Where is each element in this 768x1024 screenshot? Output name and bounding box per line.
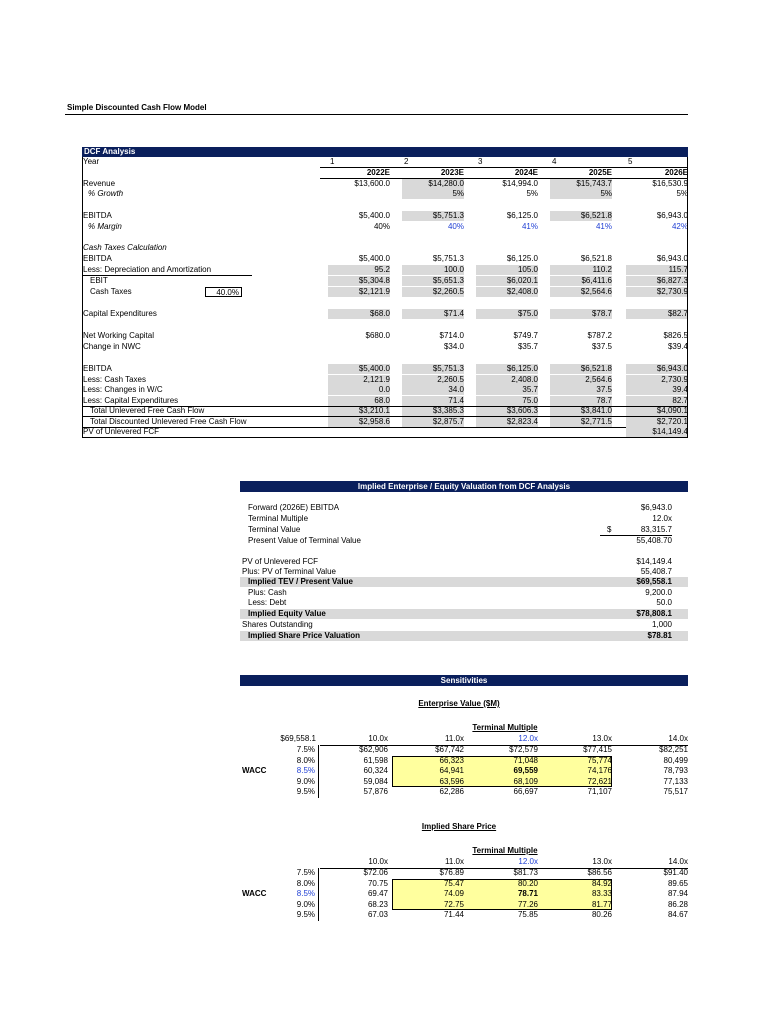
revenue-value: $15,743.7 [576,179,612,188]
ev-cell: 78,793 [663,766,688,775]
sensitivities-header-label: Sensitivities [440,676,488,685]
revenue-value: $13,600.0 [354,179,390,188]
ev-cell: 72,621 [587,776,612,786]
less-taxes-value: 2,564.6 [585,374,612,384]
capex-label: Capital Expenditures [83,309,157,318]
sp-cell: 74.09 [443,889,464,898]
ev-cell: 66,323 [439,755,464,765]
sp-multiple-header: 11.0x [445,857,464,866]
ev-cell: $62,906 [359,745,388,754]
tc-ebitda-value: $6,521.8 [580,254,612,263]
ev-wacc-value: 8.5% [296,766,315,775]
capex-value: $82.7 [667,309,688,318]
dcf-header-label: DCF Analysis [84,147,136,156]
growth-value: 5% [676,189,688,198]
growth-value: 5% [452,189,464,198]
ev-cell: 66,697 [513,787,538,796]
sp-cell: 68.23 [367,899,388,909]
year-header: 2024E [514,168,538,177]
ufcf-value: $3,385.3 [432,406,464,415]
ev-wacc-value: 9.5% [296,787,315,796]
less-taxes-value: 2,730.9 [661,374,688,384]
fcf-ebitda-value: $6,521.8 [580,364,612,373]
ev-cell: 63,596 [439,776,464,786]
ufcf-value: $3,606.3 [506,406,538,415]
pv-terminal-value-value: 55,408.70 [636,536,672,545]
nwc-value: $680.0 [365,331,390,340]
growth-value: 5% [600,189,612,198]
less-capex-label: Less: Capital Expenditures [83,395,179,405]
valuation-header [240,481,688,492]
sp-cell: 69.47 [367,889,388,898]
fcf-ebitda-value: $6,125.0 [506,364,538,373]
dufcf-value: $2,958.6 [358,416,390,426]
sp-cell: $86.56 [587,868,612,877]
sp-cell: 89.65 [667,878,688,888]
sp-cell: $81.73 [513,868,538,877]
pv-terminal-value-label: Present Value of Terminal Value [248,536,361,545]
sp-wacc-value: 8.5% [296,889,315,898]
ev-cell: 64,941 [439,766,464,775]
sp-cell: 86.28 [667,899,688,909]
year-number: 5 [628,157,633,166]
da-value: 105.0 [517,265,538,274]
chg-nwc-value: $35.7 [517,342,538,351]
less-taxes-value: 2,408.0 [511,374,538,384]
capex-value: $78.7 [591,309,612,318]
ebit-value: $6,020.1 [506,276,538,285]
sp-cell: 80.26 [591,910,612,919]
ev-cell: $77,415 [583,745,612,754]
margin-value: 41% [521,222,538,231]
ev-cell: 75,774 [587,755,612,765]
sp-cell: 72.75 [443,899,464,909]
sp-cell: $91.40 [663,868,688,877]
ev-wacc-value: 7.5% [296,745,315,754]
revenue-value: $14,994.0 [502,179,538,188]
less-taxes-value: 2,260.5 [437,374,464,384]
ev-cell: $72,579 [509,745,538,754]
sp-multiple-header: 13.0x [592,857,612,866]
terminal-value-value: 83,315.7 [640,525,672,534]
ev-cell: 57,876 [363,787,388,796]
terminal-multiple-value: 12.0x [652,514,672,523]
ufcf-value: $3,210.1 [358,406,390,415]
growth-label: % Growth [88,189,124,198]
ev-corner: $69,558.1 [280,734,316,743]
sp-cell: 83.33 [591,889,612,898]
implied-tev-label: Implied TEV / Present Value [248,577,353,586]
cash-taxes-value: $2,564.6 [580,287,612,296]
ufcf-value: $4,090.1 [656,406,688,415]
ev-title: Enterprise Value ($M) [418,699,500,708]
sp-cell: 70.75 [367,878,388,888]
ebitda-value: $6,125.0 [506,211,538,220]
sp-cell: 75.85 [517,910,538,919]
margin-value: 42% [671,222,688,231]
sp-multiple-header: 10.0x [368,857,388,866]
implied-equity-value-value: $78,808.1 [636,609,672,618]
sp-cell: 75.47 [443,878,464,888]
tc-ebitda-value: $6,943.0 [656,254,688,263]
tc-ebitda-value: $6,125.0 [506,254,538,263]
sp-cell: 77.26 [517,899,538,909]
fwd-ebitda-value: $6,943.0 [640,503,672,512]
terminal-value-label: Terminal Value [248,525,301,534]
sp-wacc-value: 8.0% [296,878,315,888]
ev-cell: 61,598 [363,755,388,765]
ev-cell: 80,499 [663,755,688,765]
plus-cash-value: 9,200.0 [645,588,672,597]
ev-multiple-header: 14.0x [668,734,688,743]
ev-wacc-label: WACC [242,766,267,775]
less-capex-value: 68.0 [374,395,390,405]
da-value: 115.7 [668,265,688,274]
ev-multiple-header: 13.0x [592,734,612,743]
ev-cell: 62,286 [439,787,464,796]
dufcf-value: $2,875.7 [432,416,464,426]
sp-multiple-header: 14.0x [668,857,688,866]
dcf-header [82,147,688,157]
margin-value: 40% [447,222,464,231]
margin-label: % Margin [88,222,122,231]
nwc-value: $749.7 [513,331,538,340]
ev-cell: 71,107 [587,787,612,796]
sp-wacc-value: 7.5% [296,868,315,877]
sp-cell: 87.94 [667,889,688,898]
sp-cell: 84.92 [591,878,612,888]
chg-nwc-value: $37.5 [591,342,612,351]
sp-cell: 78.71 [517,889,538,898]
less-wc-value: 34.0 [448,385,464,394]
revenue-value: $14,280.0 [428,179,464,188]
implied-equity-value-label: Implied Equity Value [248,609,326,618]
valuation-header-label: Implied Enterprise / Equity Valuation from DCF Analysis [357,482,571,491]
tax-rate-input[interactable]: 40.0% [205,287,242,297]
less-wc-value: 0.0 [378,385,390,394]
sp-multiple-header: 12.0x [518,857,538,866]
sp-cell: $76.89 [439,868,464,877]
revenue-label: Revenue [83,179,116,188]
implied-tev-value: $69,558.1 [636,577,672,586]
capex-value: $71.4 [443,309,464,318]
growth-value: 5% [526,189,538,198]
pv-unlevered-fcf-value: $14,149.4 [636,557,672,566]
page-title: Simple Discounted Cash Flow Model [67,103,207,112]
less-debt-value: 50.0 [656,598,672,607]
year-number: 2 [404,157,409,166]
ev-multiple-header: 11.0x [445,734,464,743]
ev-cell: 71,048 [513,755,538,765]
ev-multiple-header: 10.0x [368,734,388,743]
nwc-value: $826.5 [663,331,688,340]
revenue-value: $16,530.9 [652,179,688,188]
year-label: Year [83,157,100,166]
year-number: 3 [478,157,483,166]
shares-outstanding-label: Shares Outstanding [242,620,313,629]
sp-cell: 71.44 [443,910,464,919]
sp-wacc-value: 9.5% [296,910,315,919]
ebitda-value: $6,943.0 [656,211,688,220]
ebitda-value: $6,521.8 [580,211,612,220]
less-taxes-value: 2,121.9 [363,374,390,384]
plus-pv-tv-value: 55,408.7 [640,567,672,576]
dufcf-value: $2,823.4 [506,416,538,426]
ebitda-value: $5,400.0 [358,211,390,220]
ufcf-rule [82,406,688,407]
plus-pv-tv-label: Plus: PV of Terminal Value [242,567,336,576]
da-value: 110.2 [592,265,612,274]
dufcf-label: Total Discounted Unlevered Free Cash Flow [90,416,247,426]
fcf-ebitda-label: EBITDA [83,364,112,373]
cash-taxes-label: Cash Taxes [90,287,132,296]
ev-cell: 68,109 [513,776,538,786]
margin-value: 40% [373,222,390,231]
ebitda-value: $5,751.3 [432,211,464,220]
fwd-ebitda-label: Forward (2026E) EBITDA [248,503,340,512]
chg-nwc-value: $39.4 [667,342,688,351]
less-wc-value: 37.5 [596,385,612,394]
pv-unlevered-fcf-label: PV of Unlevered FCF [242,557,319,566]
dcf-bottom-rule [82,437,688,438]
ev-cell: 69,559 [513,766,538,775]
ev-cell: $67,742 [435,745,464,754]
ev-cell: 60,324 [363,766,388,775]
year-header: 2023E [440,168,464,177]
implied-share-price-value: $78.81 [647,631,672,640]
ebit-value: $5,304.8 [358,276,390,285]
less-capex-value: 78.7 [596,395,612,405]
tc-ebitda-label: EBITDA [83,254,112,263]
pv-label: PV of Unlevered FCF [83,427,160,436]
title-underline [65,114,688,115]
capex-value: $75.0 [517,309,538,318]
sp-cell: 81.77 [591,899,612,909]
pv-value: $14,149.4 [626,427,688,437]
ebit-value: $5,651.3 [432,276,464,285]
sensitivities-header [240,675,688,686]
chg-nwc-value: $34.0 [443,342,464,351]
sp-cell: 67.03 [367,910,388,919]
fcf-ebitda-value: $6,943.0 [656,364,688,373]
dufcf-rule [82,416,688,417]
sp-cell: 80.20 [517,878,538,888]
ev-cell: 75,517 [663,787,688,796]
year-header: 2022E [366,168,390,177]
tc-ebitda-value: $5,400.0 [358,254,390,263]
cash-taxes-value: $2,260.5 [432,287,464,296]
ebit-value: $6,827.3 [656,276,688,285]
ev-cell: $82,251 [659,745,688,754]
terminal-value-currency: $ [607,525,612,534]
fcf-ebitda-value: $5,400.0 [358,364,390,373]
sp-tm-label: Terminal Multiple [472,846,538,855]
ev-cell: 74,176 [587,766,612,775]
capex-value: $68.0 [369,309,390,318]
nwc-value: $787.2 [587,331,612,340]
pv-rule [82,427,688,428]
ev-cell: 59,084 [363,776,388,786]
dufcf-value: $2,771.5 [580,416,612,426]
ev-wacc-value: 8.0% [296,755,315,765]
less-taxes-label: Less: Cash Taxes [83,374,146,384]
margin-value: 41% [595,222,612,231]
ebitda-label: EBITDA [83,211,112,220]
sp-title: Implied Share Price [421,822,497,831]
ev-tm-label: Terminal Multiple [472,723,538,732]
ufcf-value: $3,841.0 [580,406,612,415]
shares-outstanding-value: 1,000 [651,620,672,629]
cash-taxes-value: $2,730.9 [656,287,688,296]
plus-cash-label: Plus: Cash [248,588,287,597]
implied-share-price-label: Implied Share Price Valuation [248,631,361,640]
cash-taxes-value: $2,408.0 [506,287,538,296]
sp-wacc-value: 9.0% [296,899,315,909]
less-capex-value: 75.0 [522,395,538,405]
ebit-label: EBIT [90,276,108,285]
year-number: 4 [552,157,557,166]
cash-taxes-value: $2,121.9 [358,287,390,296]
less-wc-value: 39.4 [672,385,688,394]
year-number: 1 [330,157,335,166]
sp-cell: 84.67 [667,910,688,919]
year-header: 2026E [664,168,688,177]
da-value: 95.2 [374,265,390,274]
ev-wacc-value: 9.0% [296,776,315,786]
year-header: 2025E [588,168,612,177]
ev-multiple-header: 12.0x [518,734,538,743]
da-value: 100.0 [443,265,464,274]
ebit-value: $6,411.6 [581,276,612,285]
chg-nwc-label: Change in NWC [83,342,141,351]
terminal-multiple-label: Terminal Multiple [248,514,309,523]
ev-cell: 77,133 [663,776,688,786]
nwc-value: $714.0 [439,331,464,340]
tc-ebitda-value: $5,751.3 [432,254,464,263]
da-label: Less: Depreciation and Amortization [83,265,212,274]
less-wc-value: 35.7 [522,385,538,394]
nwc-label: Net Working Capital [83,331,154,340]
tax-calc-label: Cash Taxes Calculation [83,243,167,252]
sp-cell: $72.06 [363,868,388,877]
fcf-ebitda-value: $5,751.3 [432,364,464,373]
dufcf-value: $2,720.1 [656,416,688,426]
less-debt-label: Less: Debt [248,598,287,607]
less-capex-value: 82.7 [672,395,688,405]
sp-wacc-label: WACC [242,889,267,898]
less-capex-value: 71.4 [448,395,464,405]
ufcf-label: Total Unlevered Free Cash Flow [90,406,205,415]
less-wc-label: Less: Changes in W/C [83,385,163,394]
